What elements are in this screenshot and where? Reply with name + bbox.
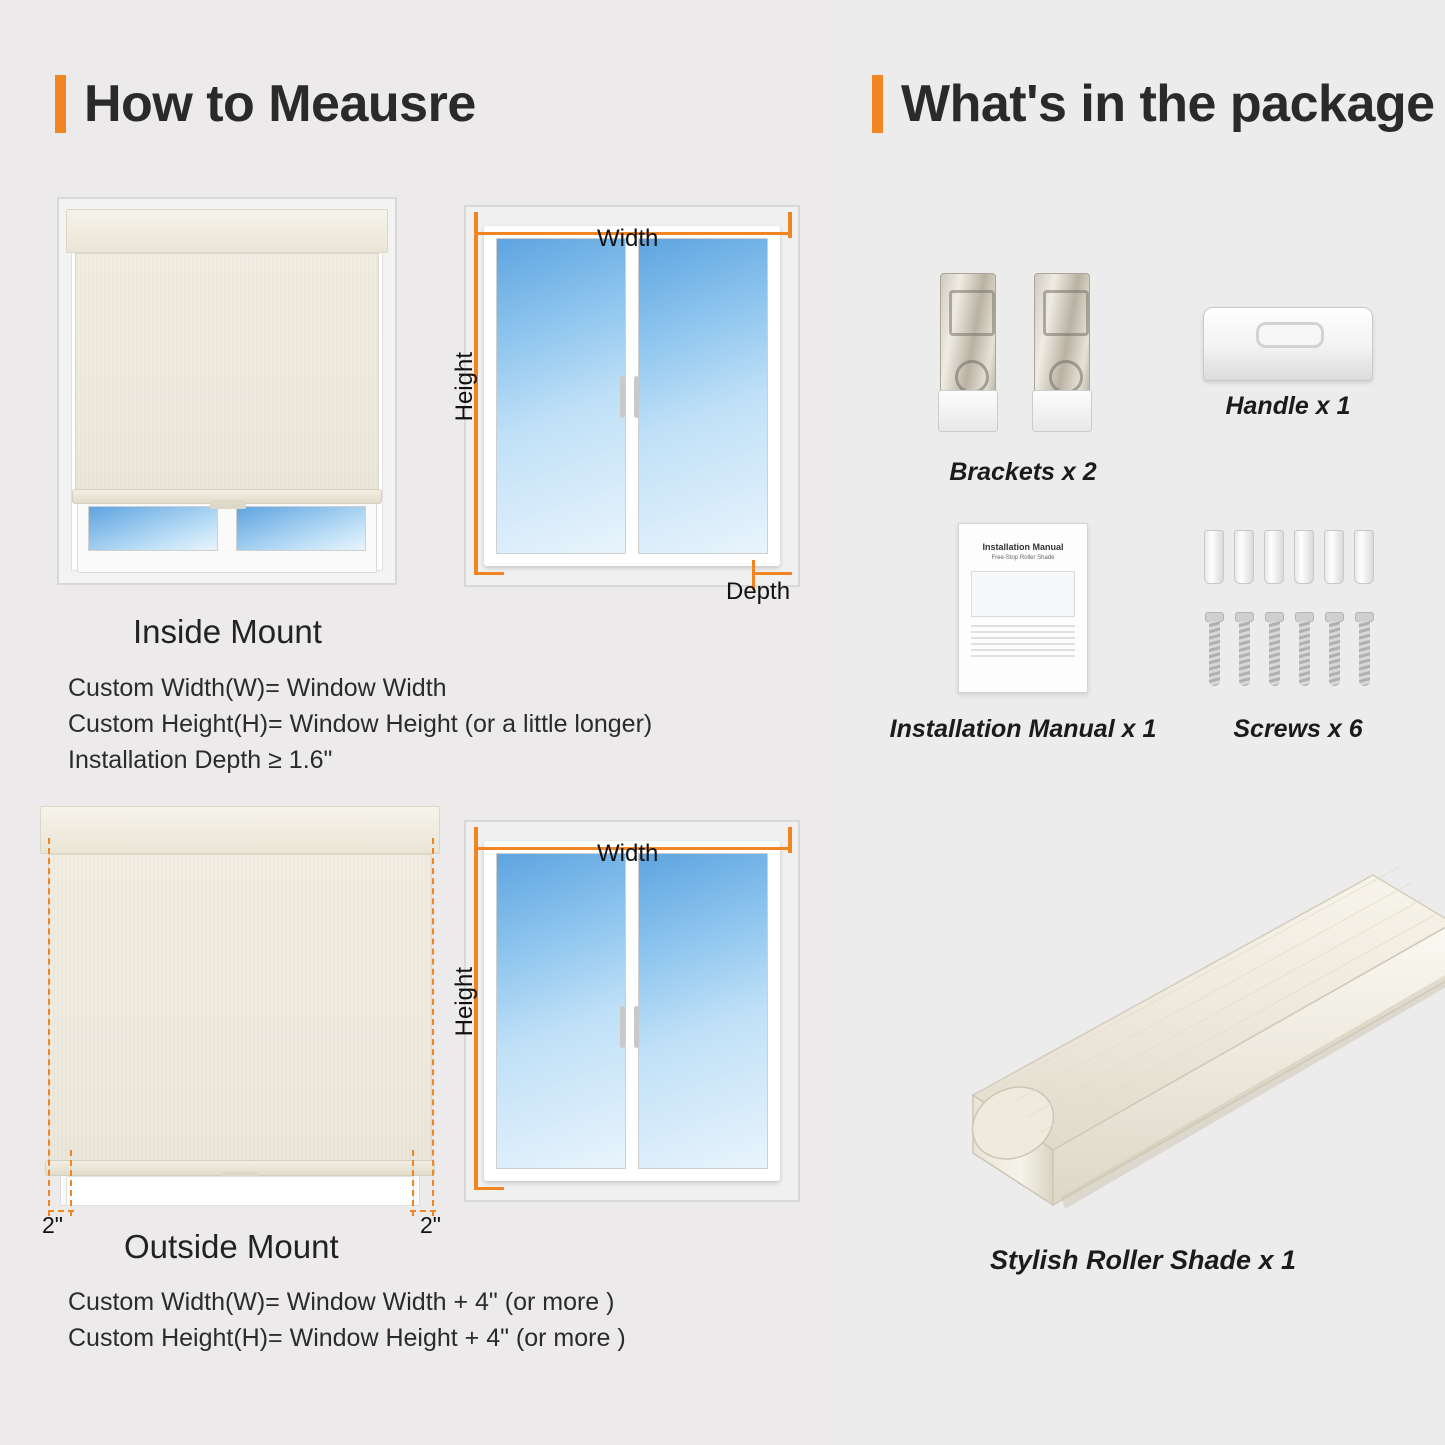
accent-bar-right: [872, 75, 883, 133]
bracket-2-base: [1032, 390, 1092, 432]
manual-label: Installation Manual x 1: [889, 715, 1157, 743]
outside-tick-bottomleft: [474, 1187, 504, 1190]
inside-spec-3: Installation Depth ≥ 1.6": [68, 746, 333, 774]
handle-label: Handle x 1: [1225, 392, 1351, 420]
outside-shade-valance: [40, 806, 440, 854]
screws-label: Screws x 6: [1233, 715, 1363, 743]
inside-shade-bottom-rail: [72, 489, 382, 504]
inside-height-label: Height: [451, 352, 478, 422]
outside-window-sill: [66, 1176, 414, 1206]
outside-dash-left: [48, 838, 50, 1216]
inside-spec-2: Custom Height(H)= Window Height (or a little longer): [68, 710, 653, 738]
manual-subtitle: Free-Stop Roller Shade: [991, 555, 1055, 561]
outside-height-label: Height: [451, 967, 478, 1037]
inside-shade-pull-tab: [210, 500, 246, 509]
roller-shade-image: [933, 865, 1445, 1225]
inside-shade-fabric: [75, 253, 379, 491]
outside-dash-right: [432, 838, 434, 1216]
outside-right-margin-label: 2": [420, 1212, 441, 1238]
screw-4: [1298, 612, 1311, 686]
wall-anchor-4: [1294, 530, 1314, 584]
inside-spec-1: Custom Width(W)= Window Width: [68, 674, 447, 702]
installation-manual: [958, 523, 1088, 693]
screw-3: [1268, 612, 1281, 686]
outside-dash-left-inner: [70, 1150, 72, 1216]
outside-spec-2: Custom Height(H)= Window Height + 4" (or more ): [68, 1324, 626, 1352]
accent-bar-left: [55, 75, 66, 133]
wall-anchor-2: [1234, 530, 1254, 584]
handle-piece: [1203, 307, 1373, 381]
outside-mount-title: Outside Mount: [124, 1228, 339, 1265]
screw-2: [1238, 612, 1251, 686]
outside-left-margin-label: 2": [42, 1212, 63, 1238]
screw-5: [1328, 612, 1341, 686]
outside-mount-specs: [68, 1284, 626, 1356]
inside-window-glass-left: [88, 506, 218, 551]
outside-tick-topright: [788, 827, 792, 853]
inside-measure-glass-right: [638, 238, 768, 554]
package-heading: [872, 74, 1435, 134]
outside-spec-1: Custom Width(W)= Window Width + 4" (or more ): [68, 1288, 615, 1316]
outside-measure-window: [484, 841, 780, 1181]
inside-depth-label: Depth: [726, 578, 791, 605]
wall-anchor-3: [1264, 530, 1284, 584]
manual-illustration: [971, 571, 1075, 617]
inside-tick-bottomleft: [474, 572, 504, 575]
manual-title: Installation Manual: [982, 542, 1064, 552]
outside-dash-right-inner: [412, 1150, 414, 1216]
inside-mount-title: Inside Mount: [133, 613, 322, 650]
inside-depth-tick: [752, 572, 792, 575]
screw-1: [1208, 612, 1221, 686]
wall-anchor-6: [1354, 530, 1374, 584]
inside-shade-valance: [66, 209, 388, 253]
screw-6: [1358, 612, 1371, 686]
how-to-measure-heading: [55, 74, 476, 134]
roller-shade-label: Stylish Roller Shade x 1: [989, 1245, 1297, 1275]
outside-measure-handle-left: [620, 1006, 625, 1048]
inside-measure-handle-left: [620, 376, 625, 418]
inside-window-glass-right: [236, 506, 366, 551]
outside-measure-glass-right: [638, 853, 768, 1169]
inside-tick-topright: [788, 212, 792, 238]
how-to-measure-title: How to Meausre: [84, 75, 476, 133]
outside-measure-handle-right: [634, 1006, 639, 1048]
wall-anchor-1: [1204, 530, 1224, 584]
outside-width-label: Width: [597, 840, 659, 867]
inside-measure-glass-left: [496, 238, 626, 554]
manual-text-lines: [971, 625, 1075, 657]
inside-measure-handle-right: [634, 376, 639, 418]
roller-shade-svg: [933, 865, 1445, 1225]
brackets-label: Brackets x 2: [949, 458, 1097, 486]
package-title: What's in the package: [901, 75, 1435, 133]
inside-mount-specs: [68, 670, 652, 778]
wall-anchor-5: [1324, 530, 1344, 584]
package-contents-panel: [838, 0, 1445, 1445]
outside-shade-fabric: [48, 854, 432, 1162]
inside-width-label: Width: [597, 225, 659, 252]
bracket-1-base: [938, 390, 998, 432]
outside-shade-bottom-rail: [45, 1160, 435, 1176]
outside-measure-glass-left: [496, 853, 626, 1169]
inside-measure-window: [484, 226, 780, 566]
